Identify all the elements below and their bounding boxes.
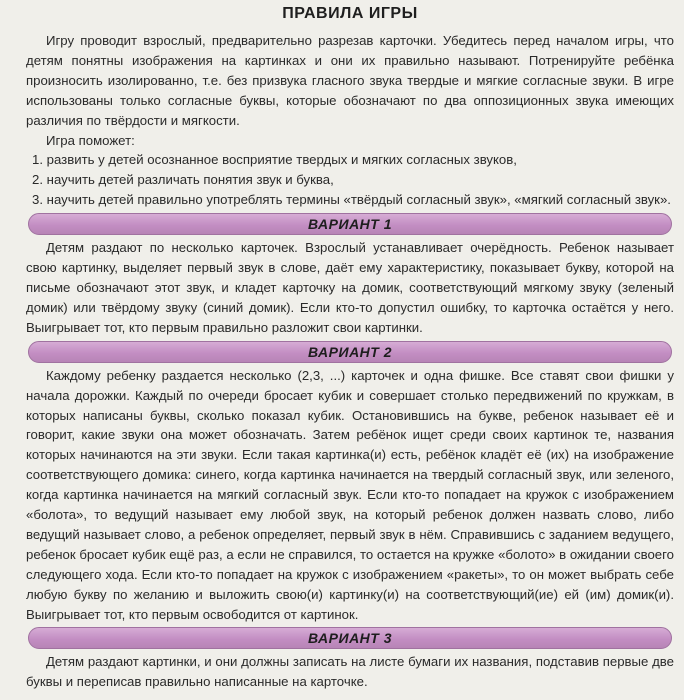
intro-helps-label: Игра поможет: <box>46 132 135 148</box>
variant-1-text: Детям раздают по несколько карточек. Взрослый устанавливает очерёдность. Ребенок называет свою картинку, выделяет первый звук в слове, даёт ему характеристику, показывает букву, которой на письме обозначают этот звук, и кладет карточку на домик, соответствующий мягкому звуку (зеленый домик) или твёрдому звуку (синий домик). Если кто-то допустил ошибку, то карточка остаётся у него. Выигрывает тот, кто первым правильно разложит свои картинки. <box>26 240 674 335</box>
variant-2-title: ВАРИАНТ 2 <box>307 343 393 360</box>
rules-page <box>26 0 674 692</box>
variant-2-text: Каждому ребенку раздается несколько (2,3, ...) карточек и одна фишке. Все ставят свои фишки у начала дорожки. Каждый по очереди бросает кубик и совершает столько передвижений по кружкам, в которых написаны буквы, сколько показал кубик. Остановившись на букве, ребенок называет её и говорит, какие звуки она может обозначать. Затем ребёнок ищет среди своих картинок те, названия которых начинаются на эти звуки. Если такая картинка(и) есть, ребёнок кладёт её (их) на изображение соответствующего домика: синего, когда картинка начинается на твердый согласный звук, или зеленого, когда картинка начинается на мягкий согласный звук. Если кто-то попадает на кружок с изображением «болота», то ведущий называет ему любой звук, на который ребенок должен назвать слово, либо ведущий называет слово, а ребенок определяет, первый звук в нём. Справившись с заданием ведущего, ребенок бросает кубик ещё раз, а если не справился, то остается на кружке «болото» в ожидании своего следующего хода. Если кто-то попадает на кружок с изображением «ракеты», то он может выбрать себе любую букву по желанию и выложить свою(и) картинку(и) на соответствующий(ие) ей (им) домик(и). Выигрывает тот, кто первым освободится от картинок. <box>26 367 674 622</box>
variant-3-text: Детям раздают картинки, и они должны записать на листе бумаги их названия, подставив первые две буквы и переписав правильно написанные на карточке. <box>26 654 674 690</box>
variant-3-banner <box>28 627 672 649</box>
variant-2-banner <box>28 341 672 363</box>
intro-list-item-2: 2. научить детей различать понятия звук и буква, <box>32 172 334 188</box>
intro-list-item-3: 3. научить детей правильно употреблять термины «твёрдый согласный звук», «мягкий согласный звук». <box>32 192 671 208</box>
intro-list-item-1: 1. развить у детей осознанное восприятие твердых и мягких согласных звуков, <box>32 152 517 168</box>
variant-3-title: ВАРИАНТ 3 <box>307 630 393 647</box>
variant-1-banner <box>28 213 672 235</box>
variant-1-title: ВАРИАНТ 1 <box>307 216 393 233</box>
intro-paragraph: Игру проводит взрослый, предварительно разрезав карточки. Убедитесь перед началом игры, что детям понятны изображения на картинках и они их правильно называют. Потренируйте ребёнка произносить изолированно, т.е. без призвука гласного звука твердые и мягкие согласные звуки. В игре использованы только согласные буквы, которые обозначают по два оппозиционных звука имеющих различия по твёрдости и мягкости. <box>26 33 674 128</box>
page-title: ПРАВИЛА ИГРЫ <box>282 5 418 22</box>
